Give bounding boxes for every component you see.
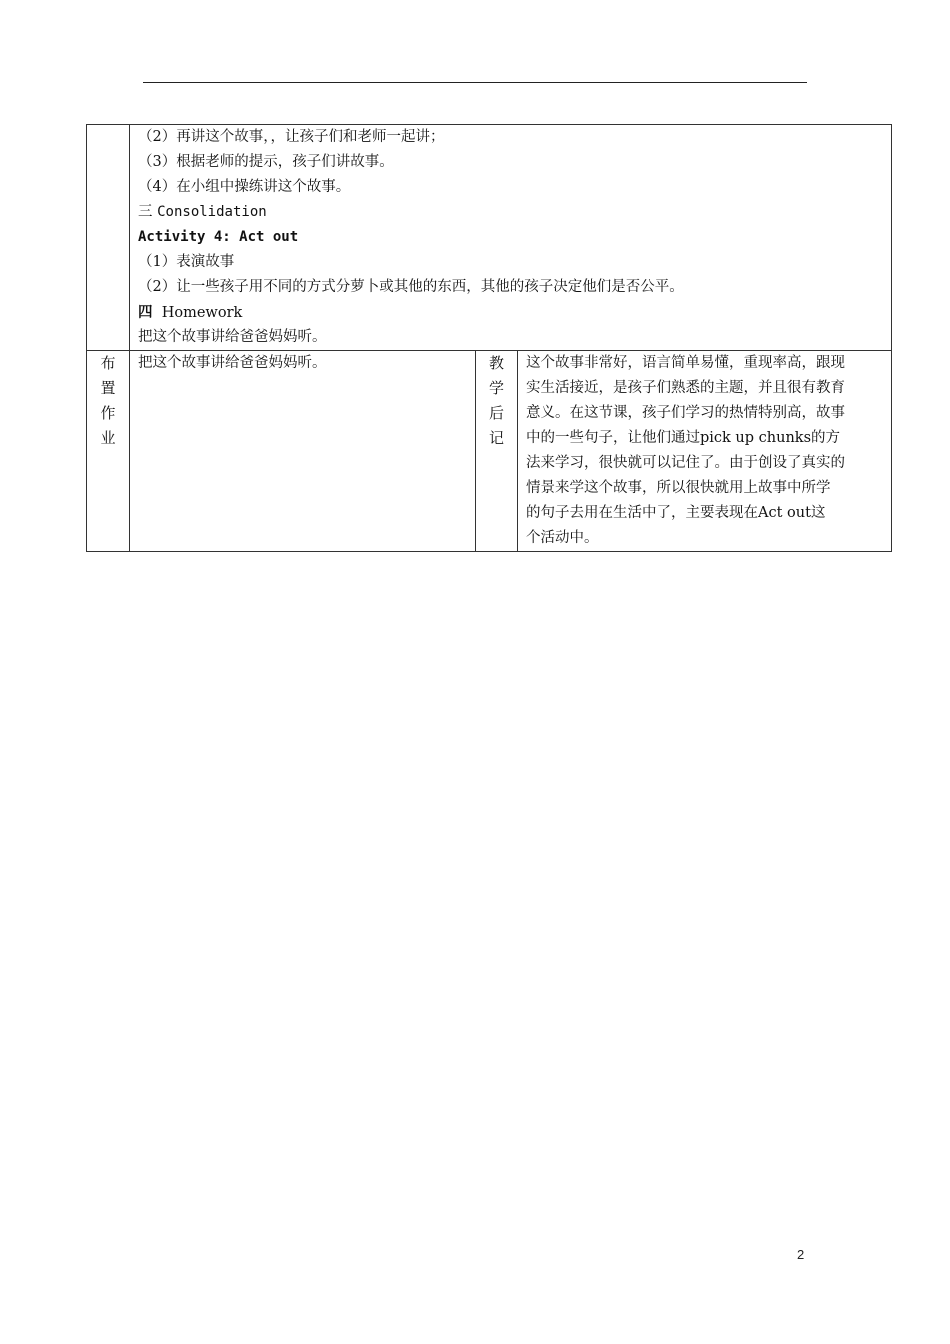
- assignment-text: 把这个故事讲给爸爸妈妈听。: [138, 355, 327, 371]
- activity-heading: Activity 4: Act out: [138, 229, 299, 245]
- assignment-label: [87, 351, 130, 552]
- section-number: 四: [138, 304, 153, 321]
- assignment-reflection-row: [87, 351, 892, 552]
- reflection-content: [518, 351, 892, 552]
- reflection-line: 的句子去用在生活中了，主要表现在Act out这: [526, 505, 826, 521]
- header-rule: [143, 82, 807, 83]
- label-char: 业: [100, 429, 116, 447]
- reflection-line: 意义。在这节课，孩子们学习的热情特别高，故事: [526, 405, 845, 421]
- label-char: 布: [100, 354, 116, 372]
- lesson-plan-table: [86, 124, 892, 552]
- step-line: （3）根据老师的提示，孩子们讲故事。: [138, 154, 394, 170]
- reflection-line: 这个故事非常好，语言简单易懂，重现率高，跟现: [526, 355, 845, 371]
- section-number: 三: [138, 204, 153, 220]
- label-char: 学: [488, 379, 504, 397]
- page-number: 2: [797, 1247, 805, 1262]
- reflection-line: 情景来学这个故事，所以很快就用上故事中所学: [526, 480, 831, 496]
- step-line: （4）在小组中操练讲这个故事。: [138, 179, 351, 195]
- activity-line: （1）表演故事: [138, 254, 235, 270]
- label-char: 后: [488, 404, 504, 422]
- activity-line: （2）让一些孩子用不同的方式分萝卜或其他的东西，其他的孩子决定他们是否公平。: [138, 279, 684, 295]
- assignment-content: [130, 351, 476, 552]
- procedure-continuation-row: [87, 125, 892, 351]
- procedure-label-cell: [87, 125, 130, 351]
- label-char: 作: [100, 404, 116, 422]
- section-heading-homework: [138, 300, 891, 325]
- section-heading-consolidation: [138, 200, 891, 225]
- step-line: （2）再讲这个故事，，让孩子们和老师一起讲；: [138, 129, 445, 145]
- section-title: Homework: [161, 305, 243, 321]
- label-char: 置: [100, 379, 116, 397]
- homework-line: 把这个故事讲给爸爸妈妈听。: [138, 329, 327, 345]
- reflection-label: [476, 351, 518, 552]
- label-char: 记: [488, 429, 504, 447]
- reflection-line: 实生活接近，是孩子们熟悉的主题，并且很有教育: [526, 380, 845, 396]
- reflection-line: 法来学习，很快就可以记住了。由于创设了真实的: [526, 455, 845, 471]
- procedure-content-cell: [130, 125, 892, 351]
- label-char: 教: [488, 354, 504, 372]
- reflection-line: 个活动中。: [526, 530, 599, 546]
- section-title: Consolidation: [157, 204, 267, 220]
- reflection-line: 中的一些句子，让他们通过pick up chunks的方: [526, 430, 841, 446]
